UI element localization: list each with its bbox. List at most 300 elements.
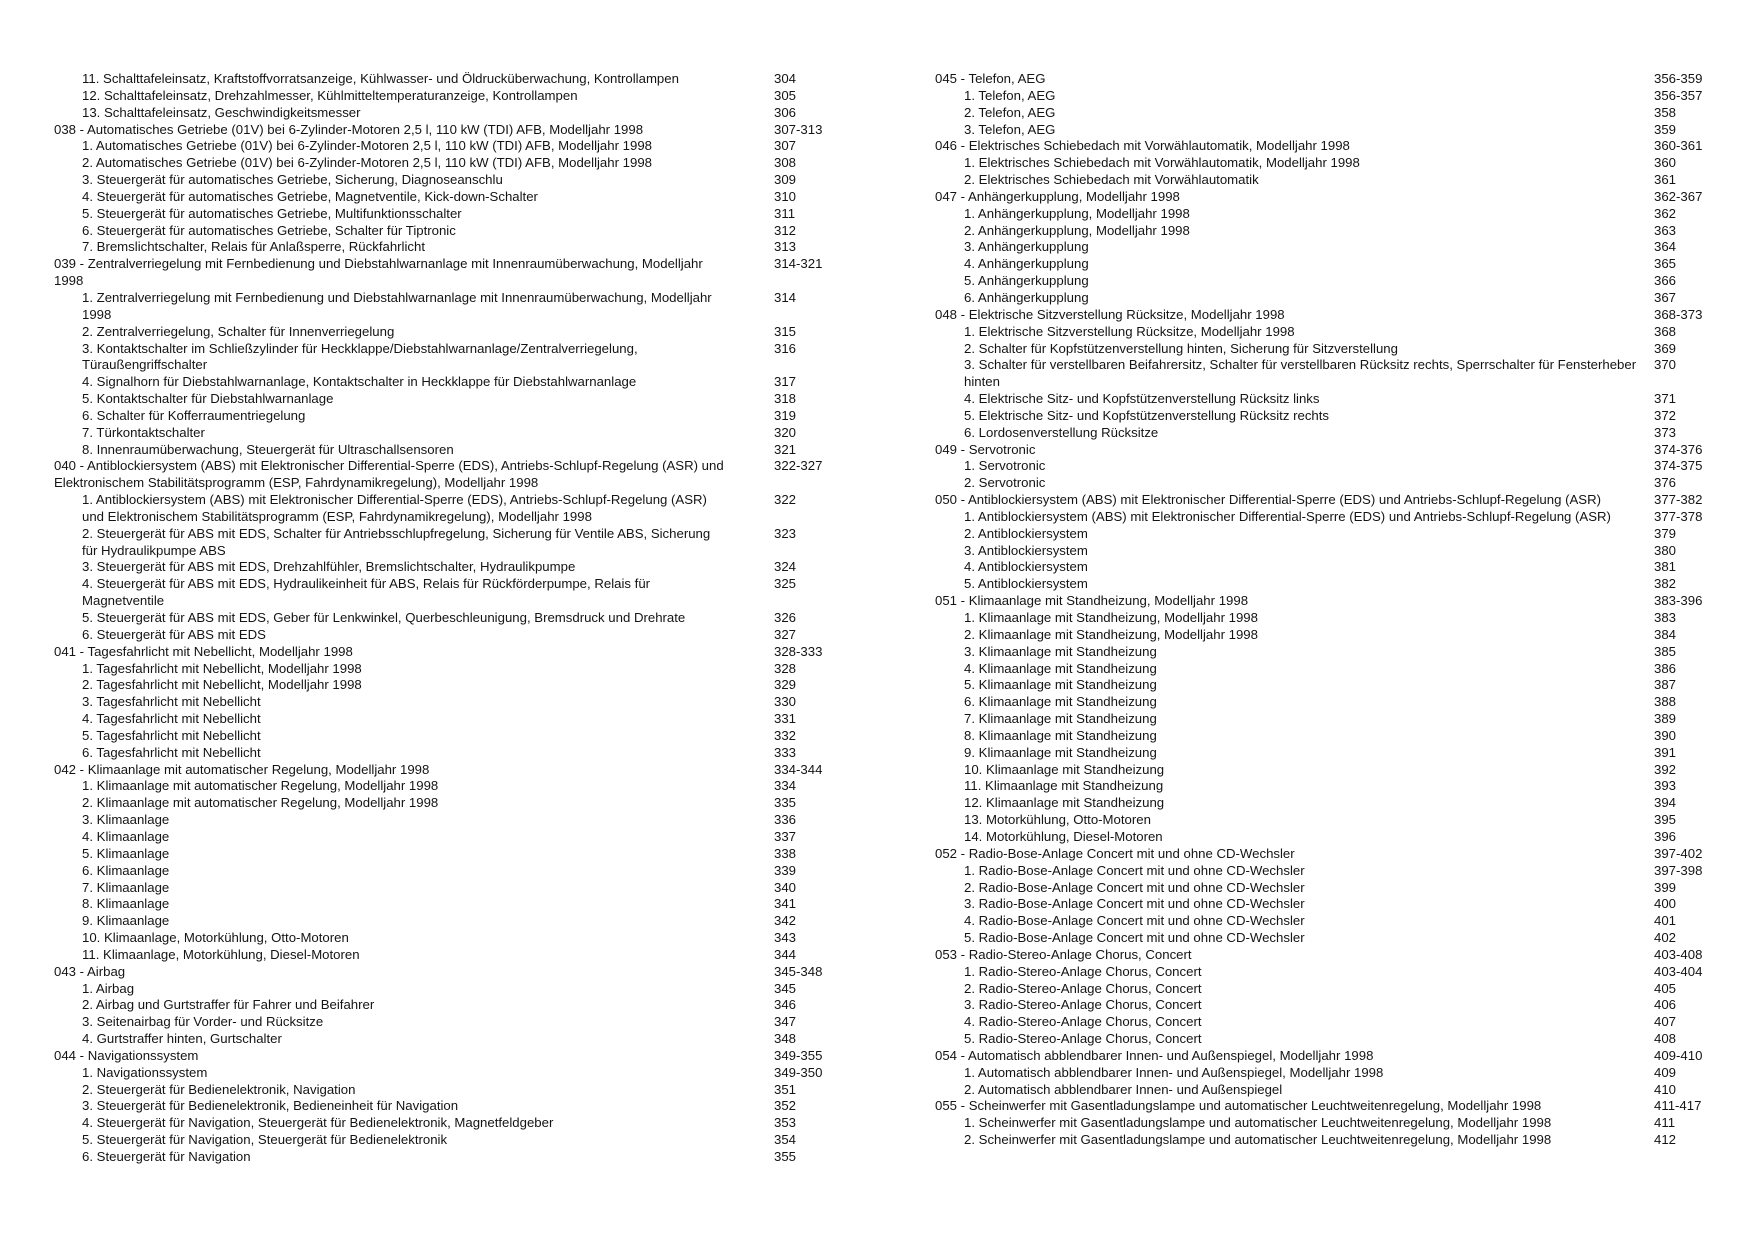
toc-entry-title: 1. Servotronic [964, 458, 1046, 474]
toc-entry-page: 339 [774, 862, 797, 878]
toc-subentry[interactable] [935, 1065, 1715, 1082]
toc-entry-title: 3. Steuergerät für ABS mit EDS, Drehzahlfühler, Bremslichtschalter, Hydraulikpumpe [82, 559, 576, 575]
toc-entry-page: 334 [774, 778, 797, 794]
toc-entry-title: 040 - Antiblockiersystem (ABS) mit Elektronischer Differential-Sperre (EDS), Antriebs-Schlupf-Regelung (ASR) und Elektronischem Stabilitätsprogramm (ESP, Fahrdynamikregelung), Modelljahr 1998 [54, 458, 724, 491]
toc-subentry[interactable] [935, 762, 1715, 779]
toc-entry-title: 2. Zentralverriegelung, Schalter für Innenverriegelung [82, 323, 395, 339]
toc-subentry[interactable] [935, 981, 1715, 998]
toc-entry-title: 3. Radio-Stereo-Anlage Chorus, Concert [964, 997, 1202, 1013]
toc-entry-title: 5. Radio-Bose-Anlage Concert mit und ohne CD-Wechsler [964, 930, 1305, 946]
toc-entry-page: 328 [774, 660, 797, 676]
toc-entry-title: 4. Anhängerkupplung [964, 256, 1089, 272]
toc-entry-title: 5. Steuergerät für automatisches Getriebe, Multifunktionsschalter [82, 205, 462, 221]
toc-entry-title: 048 - Elektrische Sitzverstellung Rücksitze, Modelljahr 1998 [935, 306, 1285, 322]
toc-subentry[interactable] [935, 728, 1715, 745]
toc-entry-title: 3. Klimaanlage mit Standheizung [964, 643, 1157, 659]
toc-subentry[interactable] [54, 576, 834, 610]
toc-entry-title: 1. Elektrisches Schiebedach mit Vorwählautomatik, Modelljahr 1998 [964, 155, 1360, 171]
toc-entry-page: 372 [1654, 407, 1677, 423]
toc-section-entry[interactable] [935, 1048, 1715, 1065]
toc-subentry[interactable] [935, 711, 1715, 728]
toc-entry-page: 335 [774, 795, 797, 811]
toc-entry-title: 9. Klimaanlage [82, 913, 170, 929]
toc-entry-page: 366 [1654, 273, 1677, 289]
toc-subentry[interactable] [935, 627, 1715, 644]
toc-entry-page: 373 [1654, 424, 1677, 440]
toc-subentry[interactable] [54, 694, 834, 711]
toc-subentry[interactable] [54, 711, 834, 728]
toc-entry-page: 385 [1654, 643, 1677, 659]
toc-subentry[interactable] [54, 239, 834, 256]
toc-subentry[interactable] [54, 627, 834, 644]
toc-entry-title: 13. Motorkühlung, Otto-Motoren [964, 812, 1151, 828]
toc-subentry[interactable] [54, 947, 834, 964]
toc-section-entry[interactable] [54, 1048, 834, 1065]
toc-entry-page: 411-417 [1654, 1098, 1702, 1114]
toc-entry-page: 346 [774, 997, 797, 1013]
toc-subentry[interactable] [935, 880, 1715, 897]
toc-entry-page: 311 [774, 205, 796, 221]
toc-subentry[interactable] [54, 677, 834, 694]
toc-subentry[interactable] [935, 644, 1715, 661]
toc-entry-title: 7. Klimaanlage mit Standheizung [964, 711, 1157, 727]
toc-entry-page: 400 [1654, 896, 1677, 912]
toc-entry-title: 6. Anhängerkupplung [964, 289, 1089, 305]
toc-entry-title: 3. Klimaanlage [82, 812, 170, 828]
toc-entry-title: 2. Scheinwerfer mit Gasentladungslampe und automatischer Leuchtweitenregelung, Modelljahr 1998 [964, 1132, 1552, 1148]
toc-subentry[interactable] [935, 341, 1715, 358]
toc-subentry[interactable] [935, 88, 1715, 105]
toc-entry-title: 2. Steuergerät für ABS mit EDS, Schalter für Antriebsschlupfregelung, Sicherung für Ventile ABS, Sicherung für Hydraulikpumpe ABS [82, 525, 711, 558]
toc-entry-title: 046 - Elektrisches Schiebedach mit Vorwählautomatik, Modelljahr 1998 [935, 138, 1350, 154]
toc-entry-page: 387 [1654, 677, 1677, 693]
toc-subentry[interactable] [54, 1031, 834, 1048]
toc-entry-page: 349-350 [774, 1064, 823, 1080]
toc-entry-page: 342 [774, 913, 797, 929]
toc-subentry[interactable] [935, 290, 1715, 307]
toc-entry-page: 396 [1654, 828, 1677, 844]
toc-entry-title: 044 - Navigationssystem [54, 1047, 199, 1063]
toc-entry-page: 336 [774, 812, 797, 828]
toc-entry-title: 2. Antiblockiersystem [964, 525, 1088, 541]
toc-entry-page: 338 [774, 845, 797, 861]
toc-entry-title: 3. Seitenairbag für Vorder- und Rücksitze [82, 1014, 324, 1030]
toc-section-entry[interactable] [54, 458, 834, 492]
toc-entry-title: 042 - Klimaanlage mit automatischer Regelung, Modelljahr 1998 [54, 761, 430, 777]
toc-entry-title: 5. Steuergerät für Navigation, Steuergerät für Bedienelektronik [82, 1132, 448, 1148]
toc-subentry[interactable] [54, 442, 834, 459]
toc-entry-title: 9. Klimaanlage mit Standheizung [964, 744, 1157, 760]
toc-subentry[interactable] [54, 559, 834, 576]
toc-entry-page: 354 [774, 1132, 797, 1148]
toc-subentry[interactable] [54, 880, 834, 897]
toc-subentry[interactable] [54, 425, 834, 442]
toc-entry-title: 5. Klimaanlage [82, 845, 170, 861]
toc-entry-page: 401 [1654, 913, 1677, 929]
toc-entry-page: 377-378 [1654, 508, 1703, 524]
toc-entry-title: 2. Radio-Bose-Anlage Concert mit und ohne CD-Wechsler [964, 879, 1305, 895]
toc-entry-title: 10. Klimaanlage, Motorkühlung, Otto-Motoren [82, 930, 349, 946]
toc-subentry[interactable] [54, 324, 834, 341]
toc-subentry[interactable] [935, 273, 1715, 290]
toc-left-column [54, 71, 834, 1166]
toc-entry-title: 6. Steuergerät für Navigation [82, 1149, 251, 1164]
toc-entry-title: 043 - Airbag [54, 963, 126, 979]
toc-entry-title: 4. Klimaanlage [82, 828, 170, 844]
toc-entry-page: 374-376 [1654, 441, 1703, 457]
toc-entry-page: 306 [774, 104, 797, 120]
toc-subentry[interactable] [54, 846, 834, 863]
toc-subentry[interactable] [54, 290, 834, 324]
toc-section-entry[interactable] [54, 644, 834, 661]
toc-entry-title: 1. Airbag [82, 980, 135, 996]
toc-subentry[interactable] [54, 172, 834, 189]
toc-subentry[interactable] [54, 526, 834, 560]
toc-entry-title: 3. Anhängerkupplung [964, 239, 1089, 255]
toc-entry-title: 2. Tagesfahrlicht mit Nebellicht, Modelljahr 1998 [82, 677, 362, 693]
toc-entry-title: 11. Klimaanlage, Motorkühlung, Diesel-Motoren [82, 946, 360, 962]
toc-subentry[interactable] [935, 964, 1715, 981]
toc-entry-page: 320 [774, 424, 797, 440]
toc-entry-title: 5. Antiblockiersystem [964, 576, 1088, 592]
toc-subentry[interactable] [935, 408, 1715, 425]
toc-entry-title: 2. Elektrisches Schiebedach mit Vorwählautomatik [964, 172, 1259, 188]
toc-entry-page: 334-344 [774, 761, 823, 777]
toc-entry-page: 327 [774, 626, 797, 642]
toc-entry-title: 050 - Antiblockiersystem (ABS) mit Elektronischer Differential-Sperre (EDS) und Antriebs-Schlupf-Regelung (ASR) [935, 492, 1601, 508]
toc-subentry[interactable] [54, 981, 834, 998]
toc-entry-page: 371 [1654, 391, 1677, 407]
toc-entry-page: 368 [1654, 323, 1677, 339]
toc-subentry[interactable] [935, 795, 1715, 812]
toc-entry-page: 403-408 [1654, 946, 1703, 962]
toc-entry-title: 2. Schalter für Kopfstützenverstellung hinten, Sicherung für Sitzverstellung [964, 340, 1398, 356]
toc-subentry[interactable] [935, 256, 1715, 273]
toc-entry-page: 333 [774, 744, 797, 760]
toc-entry-page: 356-357 [1654, 87, 1703, 103]
toc-subentry[interactable] [935, 1014, 1715, 1031]
toc-subentry[interactable] [935, 896, 1715, 913]
toc-entry-page: 393 [1654, 778, 1677, 794]
toc-entry-title: 4. Gurtstraffer hinten, Gurtschalter [82, 1031, 282, 1047]
toc-entry-title: 054 - Automatisch abblendbarer Innen- und Außenspiegel, Modelljahr 1998 [935, 1047, 1374, 1063]
toc-entry-page: 318 [774, 391, 797, 407]
toc-subentry[interactable] [54, 138, 834, 155]
toc-entry-page: 359 [1654, 121, 1677, 137]
toc-entry-page: 337 [774, 828, 797, 844]
toc-entry-page: 360-361 [1654, 138, 1703, 154]
toc-subentry[interactable] [54, 189, 834, 206]
toc-entry-title: 13. Schalttafeleinsatz, Geschwindigkeitsmesser [82, 104, 361, 120]
toc-section-entry[interactable] [935, 947, 1715, 964]
toc-subentry[interactable] [54, 997, 834, 1014]
toc-entry-title: 2. Radio-Stereo-Anlage Chorus, Concert [964, 980, 1202, 996]
toc-subentry[interactable] [54, 1115, 834, 1132]
toc-entry-page: 386 [1654, 660, 1677, 676]
toc-entry-page: 314-321 [774, 256, 823, 272]
toc-entry-page: 345 [774, 980, 797, 996]
toc-entry-page: 367 [1654, 289, 1677, 305]
toc-entry-title: 041 - Tagesfahrlicht mit Nebellicht, Modelljahr 1998 [54, 643, 353, 659]
toc-entry-title: 1. Telefon, AEG [964, 87, 1056, 103]
toc-subentry[interactable] [935, 829, 1715, 846]
toc-subentry[interactable] [935, 930, 1715, 947]
toc-section-entry[interactable] [54, 122, 834, 139]
toc-entry-title: 4. Steuergerät für Navigation, Steuergerät für Bedienelektronik, Magnetfeldgeber [82, 1115, 554, 1131]
toc-entry-page: 347 [774, 1014, 797, 1030]
toc-entry-page: 362-367 [1654, 188, 1703, 204]
toc-entry-page: 352 [774, 1098, 797, 1114]
toc-subentry[interactable] [54, 896, 834, 913]
toc-section-entry[interactable] [935, 138, 1715, 155]
toc-subentry[interactable] [54, 610, 834, 627]
toc-entry-title: 3. Tagesfahrlicht mit Nebellicht [82, 694, 261, 710]
toc-entry-title: 3. Steuergerät für Bedienelektronik, Bedieneinheit für Navigation [82, 1098, 459, 1114]
toc-subentry[interactable] [935, 357, 1715, 391]
toc-section-entry[interactable] [935, 442, 1715, 459]
toc-subentry[interactable] [935, 324, 1715, 341]
toc-entry-page: 403-404 [1654, 963, 1703, 979]
toc-entry-title: 2. Klimaanlage mit automatischer Regelung, Modelljahr 1998 [82, 795, 439, 811]
toc-subentry[interactable] [935, 913, 1715, 930]
toc-entry-page: 376 [1654, 475, 1677, 491]
toc-entry-page: 309 [774, 172, 797, 188]
toc-subentry[interactable] [54, 155, 834, 172]
toc-subentry[interactable] [935, 677, 1715, 694]
toc-entry-page: 326 [774, 610, 797, 625]
toc-entry-page: 382 [1654, 576, 1677, 592]
toc-section-entry[interactable] [935, 71, 1715, 88]
toc-entry-page: 407 [1654, 1014, 1677, 1030]
toc-subentry[interactable] [935, 576, 1715, 593]
toc-subentry[interactable] [935, 206, 1715, 223]
toc-entry-title: 045 - Telefon, AEG [935, 71, 1046, 86]
toc-subentry[interactable] [935, 812, 1715, 829]
toc-subentry[interactable] [54, 1014, 834, 1031]
toc-entry-title: 4. Radio-Stereo-Anlage Chorus, Concert [964, 1014, 1202, 1030]
toc-subentry[interactable] [935, 122, 1715, 139]
toc-section-entry[interactable] [935, 846, 1715, 863]
toc-entry-title: 7. Türkontaktschalter [82, 424, 205, 440]
toc-entry-title: 4. Steuergerät für automatisches Getriebe, Magnetventile, Kick-down-Schalter [82, 188, 538, 204]
toc-entry-page: 348 [774, 1031, 797, 1047]
toc-entry-page: 370 [1654, 357, 1677, 373]
toc-section-entry[interactable] [935, 593, 1715, 610]
toc-entry-page: 368-373 [1654, 306, 1703, 322]
toc-entry-page: 412 [1654, 1132, 1677, 1148]
toc-entry-page: 405 [1654, 980, 1677, 996]
toc-entry-title: 047 - Anhängerkupplung, Modelljahr 1998 [935, 188, 1180, 204]
toc-entry-title: 5. Kontaktschalter für Diebstahlwarnanlage [82, 391, 334, 407]
toc-entry-title: 8. Klimaanlage mit Standheizung [964, 727, 1157, 743]
toc-subentry[interactable] [54, 1149, 834, 1166]
toc-entry-title: 2. Servotronic [964, 475, 1046, 491]
toc-entry-title: 3. Antiblockiersystem [964, 542, 1088, 558]
toc-subentry[interactable] [54, 1132, 834, 1149]
toc-subentry[interactable] [935, 458, 1715, 475]
toc-subentry[interactable] [54, 391, 834, 408]
toc-subentry[interactable] [935, 105, 1715, 122]
toc-entry-title: 3. Telefon, AEG [964, 121, 1056, 137]
toc-subentry[interactable] [54, 930, 834, 947]
toc-entry-page: 322-327 [774, 458, 823, 474]
toc-entry-page: 325 [774, 576, 797, 592]
toc-entry-page: 411 [1654, 1115, 1676, 1131]
toc-entry-title: 4. Radio-Bose-Anlage Concert mit und ohne CD-Wechsler [964, 913, 1305, 929]
toc-subentry[interactable] [935, 559, 1715, 576]
toc-entry-page: 395 [1654, 812, 1677, 828]
toc-subentry[interactable] [54, 88, 834, 105]
toc-entry-page: 406 [1654, 997, 1677, 1013]
toc-entry-title: 039 - Zentralverriegelung mit Fernbedienung und Diebstahlwarnanlage mit Innenraumüberwachung, Modelljahr 1998 [54, 256, 703, 289]
toc-entry-title: 14. Motorkühlung, Diesel-Motoren [964, 828, 1163, 844]
toc-entry-page: 308 [774, 155, 797, 171]
toc-right-column [935, 71, 1715, 1149]
toc-subentry[interactable] [935, 526, 1715, 543]
toc-subentry[interactable] [54, 913, 834, 930]
toc-subentry[interactable] [54, 374, 834, 391]
toc-subentry[interactable] [935, 425, 1715, 442]
toc-section-entry[interactable] [54, 762, 834, 779]
toc-subentry[interactable] [54, 829, 834, 846]
toc-entry-title: 6. Steuergerät für automatisches Getriebe, Schalter für Tiptronic [82, 222, 456, 238]
toc-subentry[interactable] [54, 1098, 834, 1115]
toc-subentry[interactable] [54, 728, 834, 745]
toc-entry-page: 355 [774, 1149, 797, 1164]
toc-entry-title: 052 - Radio-Bose-Anlage Concert mit und ohne CD-Wechsler [935, 845, 1295, 861]
toc-subentry[interactable] [935, 863, 1715, 880]
toc-entry-title: 2. Anhängerkupplung, Modelljahr 1998 [964, 222, 1190, 238]
toc-entry-page: 410 [1654, 1081, 1677, 1097]
toc-subentry[interactable] [54, 778, 834, 795]
toc-entry-title: 2. Automatisch abblendbarer Innen- und Außenspiegel [964, 1081, 1283, 1097]
toc-subentry[interactable] [54, 206, 834, 223]
toc-subentry[interactable] [935, 997, 1715, 1014]
toc-entry-title: 2. Automatisches Getriebe (01V) bei 6-Zylinder-Motoren 2,5 l, 110 kW (TDI) AFB, Modelljahr 1998 [82, 155, 652, 171]
toc-entry-title: 12. Schalttafeleinsatz, Drehzahlmesser, Kühlmitteltemperaturanzeige, Kontrollampen [82, 87, 578, 103]
toc-subentry[interactable] [935, 391, 1715, 408]
toc-entry-page: 349-355 [774, 1047, 823, 1063]
toc-entry-page: 305 [774, 87, 797, 103]
toc-section-entry[interactable] [54, 964, 834, 981]
toc-subentry[interactable] [54, 223, 834, 240]
toc-subentry[interactable] [935, 1115, 1715, 1132]
toc-entry-title: 2. Airbag und Gurtstraffer für Fahrer und Beifahrer [82, 997, 375, 1013]
toc-entry-page: 360 [1654, 155, 1677, 171]
toc-entry-page: 329 [774, 677, 797, 693]
toc-entry-page: 381 [1654, 559, 1677, 575]
toc-subentry[interactable] [935, 661, 1715, 678]
toc-entry-title: 3. Radio-Bose-Anlage Concert mit und ohne CD-Wechsler [964, 896, 1305, 912]
toc-subentry[interactable] [935, 745, 1715, 762]
toc-subentry[interactable] [54, 1082, 834, 1099]
toc-entry-title: 5. Anhängerkupplung [964, 273, 1089, 289]
toc-entry-title: 1. Klimaanlage mit automatischer Regelung, Modelljahr 1998 [82, 778, 439, 794]
toc-entry-title: 053 - Radio-Stereo-Anlage Chorus, Concert [935, 946, 1192, 962]
toc-entry-page: 374-375 [1654, 458, 1703, 474]
toc-entry-title: 4. Steuergerät für ABS mit EDS, Hydraulikeinheit für ABS, Relais für Rückförderpumpe, Relais für Magnetventile [82, 576, 651, 609]
toc-entry-page: 392 [1654, 761, 1677, 777]
toc-entry-page: 322 [774, 492, 797, 508]
toc-section-entry[interactable] [54, 256, 834, 290]
toc-subentry[interactable] [935, 155, 1715, 172]
toc-subentry[interactable] [935, 509, 1715, 526]
toc-subentry[interactable] [935, 239, 1715, 256]
toc-entry-title: 1. Anhängerkupplung, Modelljahr 1998 [964, 205, 1190, 221]
toc-section-entry[interactable] [935, 1098, 1715, 1115]
toc-subentry[interactable] [935, 543, 1715, 560]
toc-entry-title: 055 - Scheinwerfer mit Gasentladungslampe und automatischer Leuchtweitenregelung, Modelljahr 1998 [935, 1098, 1542, 1114]
toc-subentry[interactable] [54, 341, 834, 375]
toc-entry-title: 5. Tagesfahrlicht mit Nebellicht [82, 727, 261, 743]
toc-entry-page: 343 [774, 930, 797, 946]
toc-subentry[interactable] [935, 172, 1715, 189]
toc-subentry[interactable] [935, 1082, 1715, 1099]
toc-entry-page: 365 [1654, 256, 1677, 272]
toc-subentry[interactable] [935, 1031, 1715, 1048]
toc-entry-title: 4. Klimaanlage mit Standheizung [964, 660, 1157, 676]
toc-entry-page: 399 [1654, 879, 1677, 895]
toc-entry-page: 307-313 [774, 121, 823, 137]
toc-subentry[interactable] [54, 492, 834, 526]
toc-entry-page: 310 [774, 188, 797, 204]
toc-entry-title: 12. Klimaanlage mit Standheizung [964, 795, 1165, 811]
toc-subentry[interactable] [54, 1065, 834, 1082]
toc-entry-page: 351 [774, 1081, 797, 1097]
toc-entry-page: 321 [774, 441, 797, 457]
toc-subentry[interactable] [935, 694, 1715, 711]
toc-entry-title: 6. Tagesfahrlicht mit Nebellicht [82, 744, 261, 760]
toc-entry-page: 391 [1654, 744, 1677, 760]
toc-subentry[interactable] [54, 105, 834, 122]
toc-entry-title: 2. Steuergerät für Bedienelektronik, Navigation [82, 1081, 356, 1097]
toc-subentry[interactable] [935, 475, 1715, 492]
toc-section-entry[interactable] [935, 189, 1715, 206]
toc-entry-title: 1. Navigationssystem [82, 1064, 208, 1080]
toc-entry-title: 051 - Klimaanlage mit Standheizung, Modelljahr 1998 [935, 593, 1249, 609]
toc-entry-title: 038 - Automatisches Getriebe (01V) bei 6-Zylinder-Motoren 2,5 l, 110 kW (TDI) AFB, Modelljahr 1998 [54, 121, 644, 137]
toc-entry-title: 7. Bremslichtschalter, Relais für Anlaßsperre, Rückfahrlicht [82, 239, 426, 255]
toc-entry-page: 394 [1654, 795, 1677, 811]
toc-entry-page: 340 [774, 879, 797, 895]
toc-subentry[interactable] [54, 661, 834, 678]
toc-subentry[interactable] [54, 863, 834, 880]
toc-subentry[interactable] [935, 610, 1715, 627]
toc-entry-title: 1. Radio-Stereo-Anlage Chorus, Concert [964, 963, 1202, 979]
toc-entry-title: 6. Klimaanlage mit Standheizung [964, 694, 1157, 710]
toc-entry-page: 362 [1654, 205, 1677, 221]
toc-section-entry[interactable] [935, 492, 1715, 509]
toc-subentry[interactable] [935, 1132, 1715, 1149]
toc-entry-page: 341 [774, 896, 797, 912]
toc-entry-title: 7. Klimaanlage [82, 879, 170, 895]
toc-subentry[interactable] [54, 812, 834, 829]
toc-entry-page: 345-348 [774, 963, 823, 979]
toc-subentry[interactable] [54, 408, 834, 425]
toc-section-entry[interactable] [935, 307, 1715, 324]
toc-entry-page: 304 [774, 71, 797, 86]
toc-subentry[interactable] [54, 71, 834, 88]
toc-subentry[interactable] [54, 795, 834, 812]
toc-subentry[interactable] [935, 223, 1715, 240]
toc-entry-page: 408 [1654, 1031, 1677, 1047]
toc-subentry[interactable] [935, 778, 1715, 795]
toc-entry-page: 364 [1654, 239, 1677, 255]
toc-entry-page: 330 [774, 694, 797, 710]
toc-subentry[interactable] [54, 745, 834, 762]
toc-entry-page: 332 [774, 727, 797, 743]
toc-entry-title: 049 - Servotronic [935, 441, 1036, 457]
